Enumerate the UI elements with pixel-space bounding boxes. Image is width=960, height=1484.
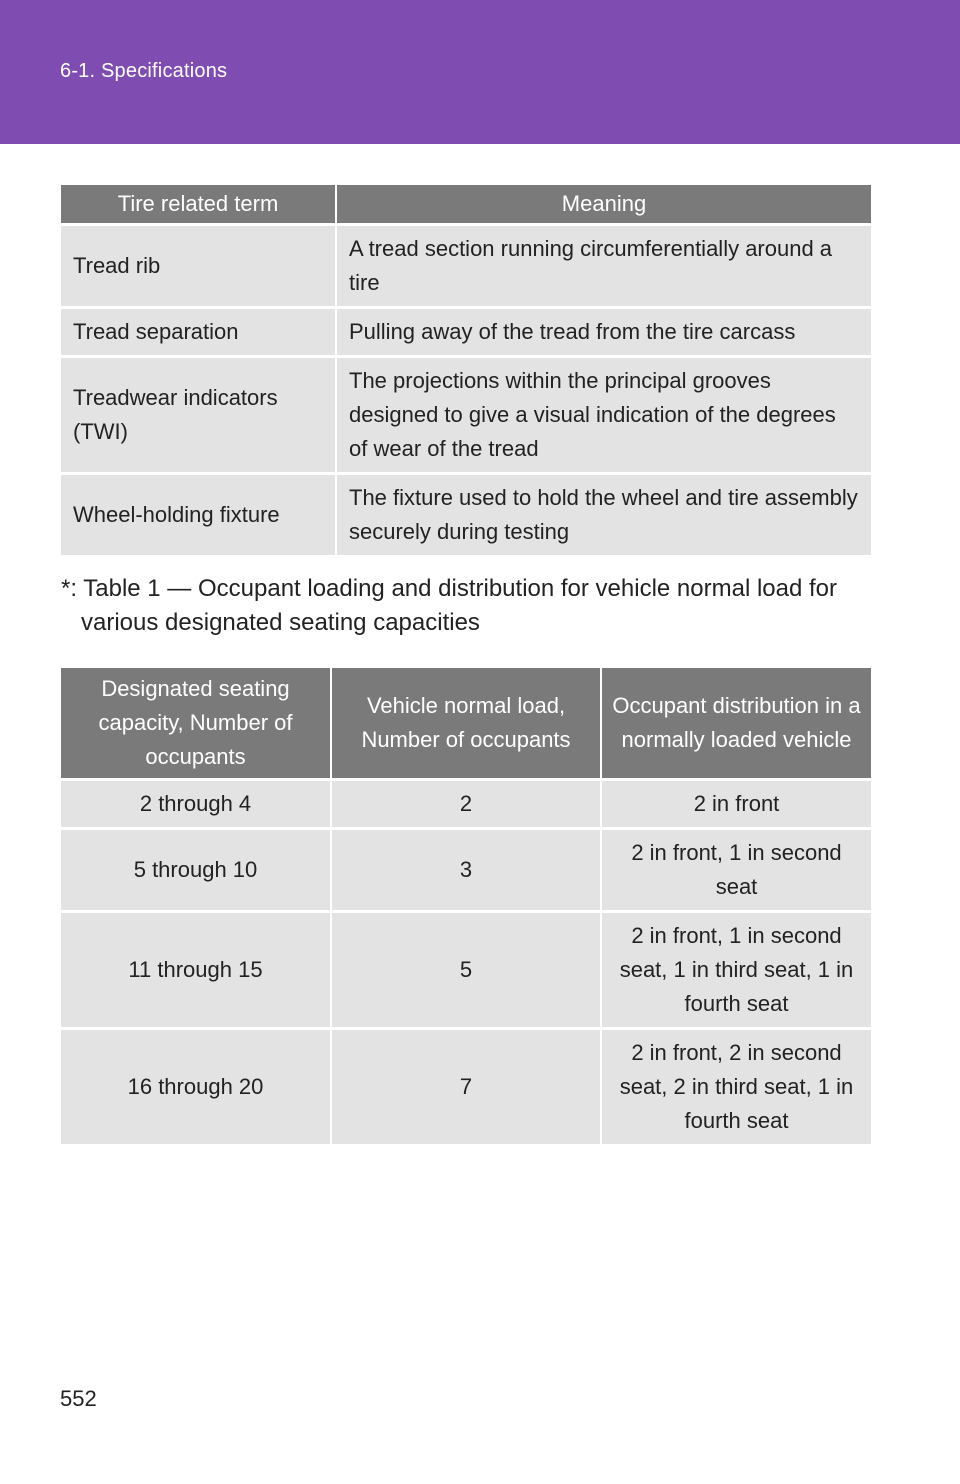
footnote-line-1: Table 1 — Occupant loading and distribution for vehicle normal load for	[83, 575, 838, 602]
table-header-row	[61, 185, 871, 225]
occupant-loading-table	[61, 668, 871, 1144]
load-cell: 3	[331, 829, 601, 912]
column-header-meaning: Meaning	[336, 185, 871, 225]
column-header-capacity: Designated seating capacity, Number of occupants	[61, 668, 331, 780]
table-row	[61, 474, 871, 556]
table-row	[61, 357, 871, 474]
table-row	[61, 225, 871, 308]
capacity-cell: 5 through 10	[61, 829, 331, 912]
meaning-cell: The projections within the principal grooves designed to give a visual indication of the degrees of wear of the tread	[336, 357, 871, 474]
load-cell: 7	[331, 1029, 601, 1145]
page-number: 552	[60, 1386, 97, 1411]
distribution-cell: 2 in front, 2 in second seat, 2 in third seat, 1 in fourth seat	[601, 1029, 871, 1145]
capacity-cell: 2 through 4	[61, 780, 331, 829]
load-cell: 2	[331, 780, 601, 829]
footnote-line-2: various designated seating capacities	[81, 609, 480, 636]
distribution-cell: 2 in front, 1 in second seat, 1 in third seat, 1 in fourth seat	[601, 912, 871, 1029]
term-cell: Tread rib	[61, 225, 336, 308]
capacity-cell: 11 through 15	[61, 912, 331, 1029]
table-footnote	[61, 572, 881, 640]
table-row	[61, 780, 871, 829]
term-cell: Treadwear indicators (TWI)	[61, 357, 336, 474]
meaning-cell: The fixture used to hold the wheel and tire assembly securely during testing	[336, 474, 871, 556]
header-band	[0, 0, 960, 144]
column-header-distribution: Occupant distribution in a normally loaded vehicle	[601, 668, 871, 780]
table-row	[61, 308, 871, 357]
table-header-row	[61, 668, 871, 780]
distribution-cell: 2 in front, 1 in second seat	[601, 829, 871, 912]
column-header-term: Tire related term	[61, 185, 336, 225]
column-header-normal-load: Vehicle normal load, Number of occupants	[331, 668, 601, 780]
capacity-cell: 16 through 20	[61, 1029, 331, 1145]
table-row	[61, 912, 871, 1029]
term-cell: Tread separation	[61, 308, 336, 357]
table-row	[61, 1029, 871, 1145]
table-row	[61, 829, 871, 912]
distribution-cell: 2 in front	[601, 780, 871, 829]
meaning-cell: A tread section running circumferentially around a tire	[336, 225, 871, 308]
meaning-cell: Pulling away of the tread from the tire carcass	[336, 308, 871, 357]
term-cell: Wheel-holding fixture	[61, 474, 336, 556]
tire-terms-table	[61, 185, 871, 555]
section-title: 6-1. Specifications	[60, 60, 228, 82]
load-cell: 5	[331, 912, 601, 1029]
footnote-marker: *:	[61, 575, 84, 602]
